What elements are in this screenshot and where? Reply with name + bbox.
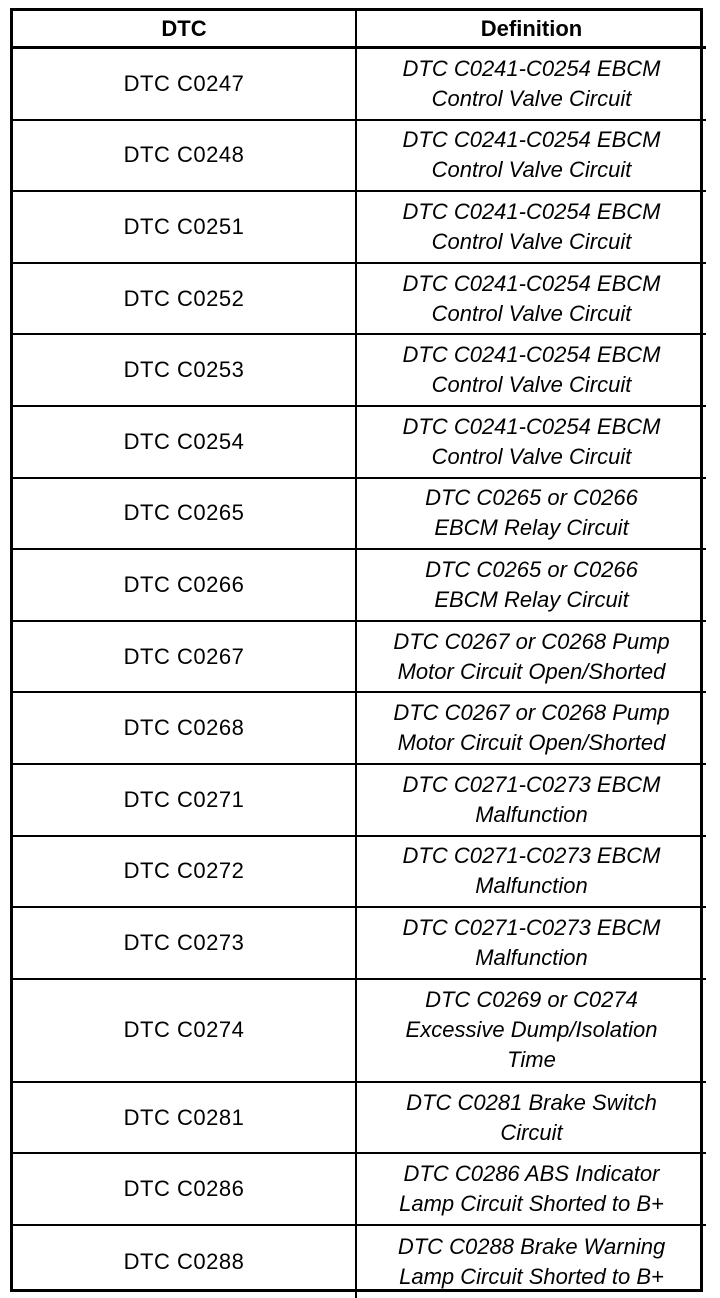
dtc-code-cell: DTC C0271 bbox=[13, 765, 357, 837]
definition-line: DTC C0269 or C0274 bbox=[425, 987, 638, 1013]
definition-cell bbox=[357, 693, 706, 765]
definition-line: DTC C0241-C0254 EBCM bbox=[402, 55, 661, 81]
definition-line: EBCM Relay Circuit bbox=[434, 515, 629, 541]
definition-line: Control Valve Circuit bbox=[431, 443, 632, 469]
definition-cell bbox=[357, 765, 706, 837]
definition-text bbox=[403, 913, 661, 973]
definition-text bbox=[403, 54, 661, 114]
dtc-code-cell: DTC C0266 bbox=[13, 550, 357, 622]
definition-line: Motor Circuit Open/Shorted bbox=[397, 658, 666, 684]
definition-line: Malfunction bbox=[475, 801, 588, 827]
definition-line: DTC C0271-C0273 EBCM bbox=[402, 843, 661, 869]
definition-cell bbox=[357, 49, 706, 121]
definition-line: Control Valve Circuit bbox=[431, 85, 632, 111]
definition-text bbox=[393, 627, 669, 687]
definition-cell bbox=[357, 908, 706, 980]
definition-line: Lamp Circuit Shorted to B+ bbox=[399, 1263, 664, 1289]
definition-text bbox=[406, 985, 658, 1075]
definition-text bbox=[425, 483, 638, 543]
definition-line: DTC C0241-C0254 EBCM bbox=[402, 413, 661, 439]
definition-cell bbox=[357, 1083, 706, 1155]
dtc-code-cell: DTC C0251 bbox=[13, 192, 357, 264]
dtc-code-cell: DTC C0265 bbox=[13, 479, 357, 551]
dtc-code-cell: DTC C0253 bbox=[13, 335, 357, 407]
definition-line: DTC C0265 or C0266 bbox=[425, 556, 638, 582]
definition-line: DTC C0267 or C0268 Pump bbox=[393, 700, 670, 726]
definition-line: DTC C0271-C0273 EBCM bbox=[402, 914, 661, 940]
definition-line: Malfunction bbox=[475, 944, 588, 970]
dtc-code-cell: DTC C0267 bbox=[13, 622, 357, 694]
definition-line: DTC C0265 or C0266 bbox=[425, 485, 638, 511]
definition-text bbox=[403, 841, 661, 901]
definition-line: DTC C0241-C0254 EBCM bbox=[402, 198, 661, 224]
definition-line: Lamp Circuit Shorted to B+ bbox=[399, 1191, 664, 1217]
definition-line: Excessive Dump/Isolation bbox=[405, 1017, 658, 1043]
dtc-code-cell: DTC C0281 bbox=[13, 1083, 357, 1155]
definition-line: DTC C0241-C0254 EBCM bbox=[402, 270, 661, 296]
definition-text bbox=[403, 770, 661, 830]
definition-line: DTC C0271-C0273 EBCM bbox=[402, 771, 661, 797]
definition-line: Control Valve Circuit bbox=[431, 372, 632, 398]
definition-cell bbox=[357, 121, 706, 193]
definition-cell bbox=[357, 1226, 706, 1298]
dtc-code-cell: DTC C0252 bbox=[13, 264, 357, 336]
dtc-code-cell: DTC C0272 bbox=[13, 837, 357, 909]
definition-text bbox=[403, 269, 661, 329]
dtc-code-cell: DTC C0288 bbox=[13, 1226, 357, 1298]
definition-line: Circuit bbox=[500, 1119, 563, 1145]
dtc-code-cell: DTC C0254 bbox=[13, 407, 357, 479]
definition-cell bbox=[357, 1154, 706, 1226]
dtc-code-cell: DTC C0248 bbox=[13, 121, 357, 193]
definition-text bbox=[403, 340, 661, 400]
definition-line: Malfunction bbox=[475, 873, 588, 899]
definition-cell bbox=[357, 837, 706, 909]
dtc-code-cell: DTC C0247 bbox=[13, 49, 357, 121]
definition-line: Control Valve Circuit bbox=[431, 228, 632, 254]
definition-cell bbox=[357, 335, 706, 407]
definition-text bbox=[403, 197, 661, 257]
definition-line: DTC C0241-C0254 EBCM bbox=[402, 127, 661, 153]
definition-cell bbox=[357, 622, 706, 694]
header-definition: Definition bbox=[357, 11, 706, 49]
definition-cell bbox=[357, 980, 706, 1083]
definition-line: Time bbox=[507, 1047, 556, 1073]
definition-text bbox=[393, 698, 669, 758]
definition-cell bbox=[357, 479, 706, 551]
definition-line: DTC C0267 or C0268 Pump bbox=[393, 628, 670, 654]
definition-line: Motor Circuit Open/Shorted bbox=[397, 730, 666, 756]
definition-text bbox=[403, 412, 661, 472]
definition-cell bbox=[357, 407, 706, 479]
definition-text bbox=[399, 1159, 664, 1219]
dtc-code-cell: DTC C0273 bbox=[13, 908, 357, 980]
definition-line: EBCM Relay Circuit bbox=[434, 586, 629, 612]
dtc-code-cell: DTC C0274 bbox=[13, 980, 357, 1083]
definition-line: DTC C0286 ABS Indicator bbox=[403, 1161, 660, 1187]
definition-cell bbox=[357, 550, 706, 622]
definition-line: DTC C0281 Brake Switch bbox=[406, 1089, 657, 1115]
dtc-code-cell: DTC C0286 bbox=[13, 1154, 357, 1226]
definition-line: Control Valve Circuit bbox=[431, 300, 632, 326]
definition-text bbox=[403, 125, 661, 185]
definition-text bbox=[406, 1088, 657, 1148]
definition-text bbox=[398, 1232, 665, 1292]
definition-line: DTC C0288 Brake Warning bbox=[397, 1233, 666, 1259]
definition-cell bbox=[357, 192, 706, 264]
definition-line: DTC C0241-C0254 EBCM bbox=[402, 342, 661, 368]
dtc-code-cell: DTC C0268 bbox=[13, 693, 357, 765]
definition-cell bbox=[357, 264, 706, 336]
dtc-definition-table bbox=[10, 8, 703, 1292]
header-dtc: DTC bbox=[13, 11, 357, 49]
definition-text bbox=[425, 555, 638, 615]
definition-line: Control Valve Circuit bbox=[431, 157, 632, 183]
